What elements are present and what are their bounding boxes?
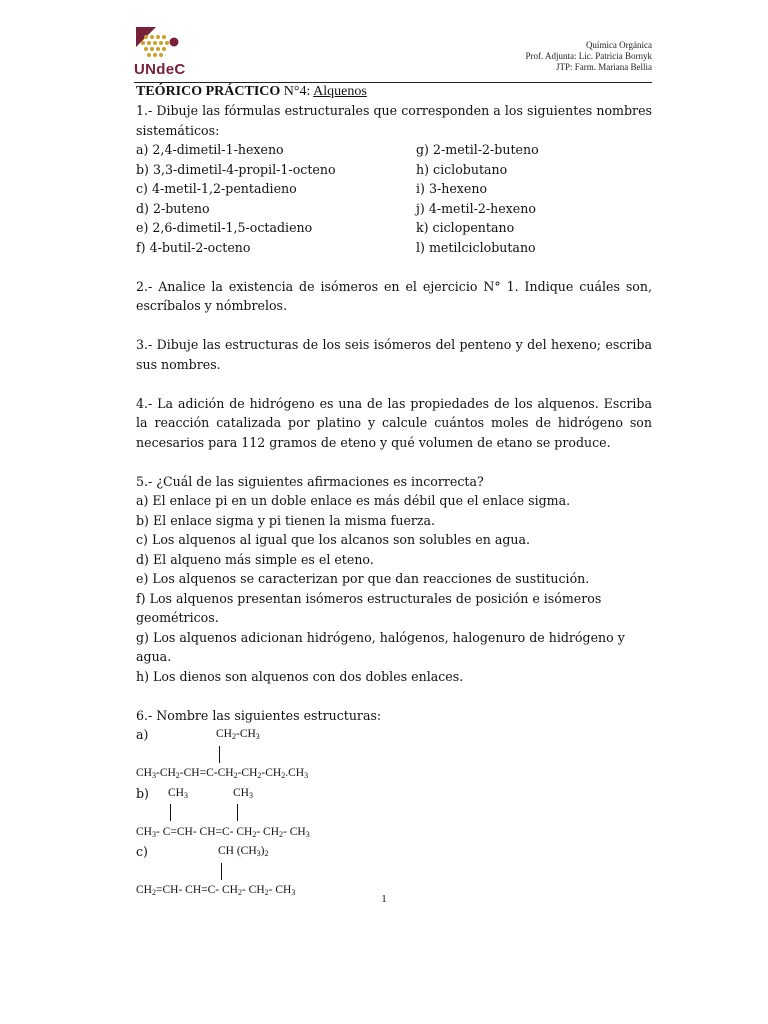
structure-b: [136, 784, 652, 843]
title-topic: Alquenos: [313, 84, 367, 99]
structure-label: b): [136, 785, 149, 801]
question-5-intro: 5.- ¿Cuál de las siguientes afirmaciones es incorrecta?: [136, 473, 484, 489]
list-item: a) 2,4-dimetil-1-hexeno: [136, 142, 284, 157]
list-item: f) 4-butil-2-octeno: [136, 239, 251, 255]
header-info: [526, 40, 652, 73]
logo-text: UNdeC: [134, 61, 186, 78]
structure-label: a): [136, 727, 149, 742]
list-item: d) 2-buteno: [136, 200, 210, 216]
list-item: k) ciclopentano: [416, 220, 515, 235]
list-item: e) Los alquenos se caracterizan por que dan reacciones de sustitución.: [136, 571, 590, 586]
list-item: b) 3,3-dimetil-4-propil-1-octeno: [136, 161, 336, 177]
bond-line: [219, 746, 220, 763]
structure-b-branch-2: $CH_3$: [233, 786, 253, 800]
list-item: c) 4-metil-1,2-pentadieno: [136, 181, 297, 196]
bond-line: [237, 804, 238, 821]
structure-a-branch: $CH_2-CH_3$: [216, 728, 260, 741]
bond-line: [170, 804, 171, 821]
list-item: d) El alqueno más simple es el eteno.: [136, 551, 374, 567]
structure-c-chain: $CH_2=CH-$ CH=C- $CH_2-$ $CH_2-$ $CH_3$: [136, 884, 296, 897]
list-item: f) Los alquenos presentan isómeros estructurales de posición e isómeros geométricos.: [136, 590, 602, 625]
bond-line: [221, 863, 222, 880]
header-jtp: JTP: Farm. Mariana Bellia: [556, 62, 652, 72]
header-professor: Prof. Adjunta: Lic. Patricia Bornyk: [525, 51, 652, 61]
structure-c-branch: CH $(CH_3)_2$: [218, 845, 269, 858]
list-item: g) Los alquenos adicionan hidrógeno, halógenos, halogenuro de hidrógeno y agua.: [136, 629, 625, 664]
list-item: e) 2,6-dimetil-1,5-octadieno: [136, 220, 313, 235]
structure-a-chain: $CH_3-CH_2-CH=C-CH_2-CH_2-CH_2.CH_3$: [136, 767, 309, 780]
list-item: i) 3-hexeno: [416, 181, 488, 196]
list-item: h) ciclobutano: [416, 161, 508, 177]
structure-b-branch-1: $CH_3$: [168, 786, 188, 800]
title-number: N°4:: [283, 84, 311, 99]
title-prefix: TEÓRICO PRÁCTICO: [136, 84, 281, 99]
logo-mark-icon: [134, 27, 180, 59]
question-2: 2.- Analice la existencia de isómeros en el ejercicio N° 1. Indique cuáles son, escríbalos y nómbrelos.: [136, 278, 652, 313]
list-item: b) El enlace sigma y pi tienen la misma fuerza.: [136, 512, 436, 528]
list-item: c) Los alquenos al igual que los alcanos son solubles en agua.: [136, 532, 531, 547]
question-1-intro: 1.- Dibuje las fórmulas estructurales que corresponden a los siguientes nombres sistemáticos:: [136, 103, 652, 138]
structure-b-chain: $CH_3-$ C=CH- CH=C- $CH_2-$ $CH_2-$ $CH_3$: [136, 825, 310, 839]
structure-a: [136, 725, 652, 784]
header-course: Química Orgánica: [585, 40, 652, 50]
undec-logo: [134, 27, 194, 79]
list-item: g) 2-metil-2-buteno: [416, 142, 539, 157]
page-title: [136, 82, 652, 101]
question-3: 3.- Dibuje las estructuras de los seis isómeros del penteno y del hexeno; escriba sus nombres.: [136, 337, 652, 372]
question-6-intro: 6.- Nombre las siguientes estructuras:: [136, 707, 382, 723]
list-item: h) Los dienos son alquenos con dos dobles enlaces.: [136, 668, 464, 684]
structure-c: [136, 842, 652, 901]
question-4: 4.- La adición de hidrógeno es una de las propiedades de los alquenos. Escriba la reacción catalizada por platino y calcule cuántos moles de hidrógeno son necesarios para 112 gramos de eteno y qué volumen de etano se produce.: [136, 395, 652, 450]
list-item: l) metilciclobutano: [416, 239, 536, 255]
list-item: j) 4-metil-2-hexeno: [416, 200, 536, 216]
structure-label: c): [136, 844, 148, 859]
question-1-list: [136, 140, 652, 257]
list-item: a) El enlace pi en un doble enlace es más débil que el enlace sigma.: [136, 493, 571, 508]
page-number: 1: [381, 893, 387, 905]
main-content: [136, 82, 652, 901]
